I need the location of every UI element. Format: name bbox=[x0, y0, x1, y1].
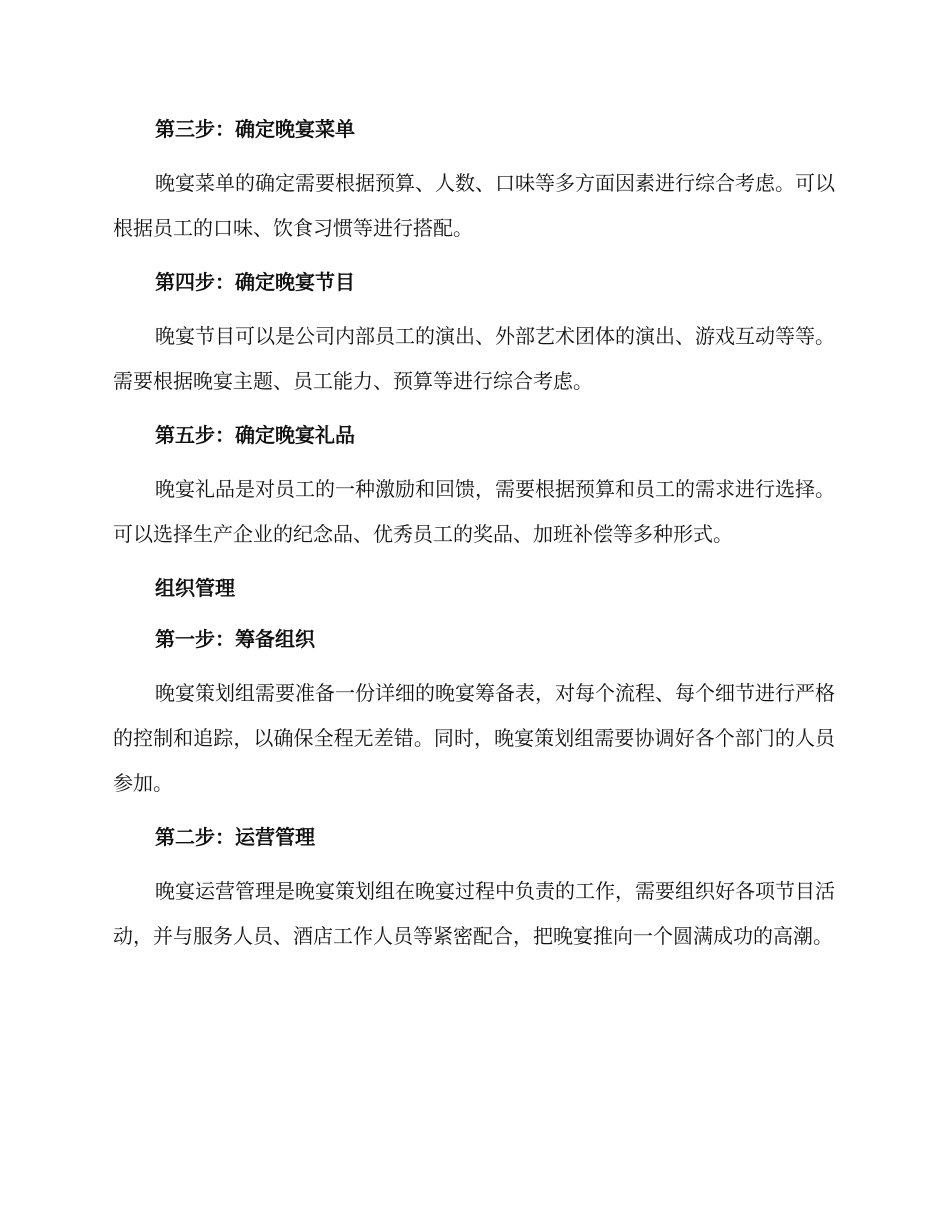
heading-organization-management: 组织管理 bbox=[155, 576, 235, 600]
paragraph-menu: 晚宴菜单的确定需要根据预算、人数、口味等多方面因素进行综合考虑。可以根据员工的口味、饮食习惯等进行搭配。 bbox=[113, 171, 835, 240]
paragraph-gifts: 晚宴礼品是对员工的一种激励和回馈，需要根据预算和员工的需求进行选择。可以选择生产企业的纪念品、优秀员工的奖品、加班补偿等多种形式。 bbox=[113, 477, 835, 546]
heading-step4-program: 第四步：确定晚宴节目 bbox=[155, 270, 355, 294]
paragraph-program: 晚宴节目可以是公司内部员工的演出、外部艺术团体的演出、游戏互动等等。需要根据晚宴主题、员工能力、预算等进行综合考虑。 bbox=[113, 324, 835, 393]
heading-step2-operations: 第二步：运营管理 bbox=[155, 825, 315, 849]
heading-step5-gifts: 第五步：确定晚宴礼品 bbox=[155, 423, 355, 447]
heading-step1-preparation: 第一步：筹备组织 bbox=[155, 627, 315, 651]
document-body bbox=[113, 109, 835, 959]
heading-step3-menu: 第三步：确定晚宴菜单 bbox=[155, 117, 355, 141]
paragraph-preparation: 晚宴策划组需要准备一份详细的晚宴筹备表，对每个流程、每个细节进行严格的控制和追踪，以确保全程无差错。同时，晚宴策划组需要协调好各个部门的人员参加。 bbox=[113, 681, 835, 795]
paragraph-operations: 晚宴运营管理是晚宴策划组在晚宴过程中负责的工作，需要组织好各项节目活动，并与服务人员、酒店工作人员等紧密配合，把晚宴推向一个圆满成功的高潮。 bbox=[113, 879, 835, 948]
